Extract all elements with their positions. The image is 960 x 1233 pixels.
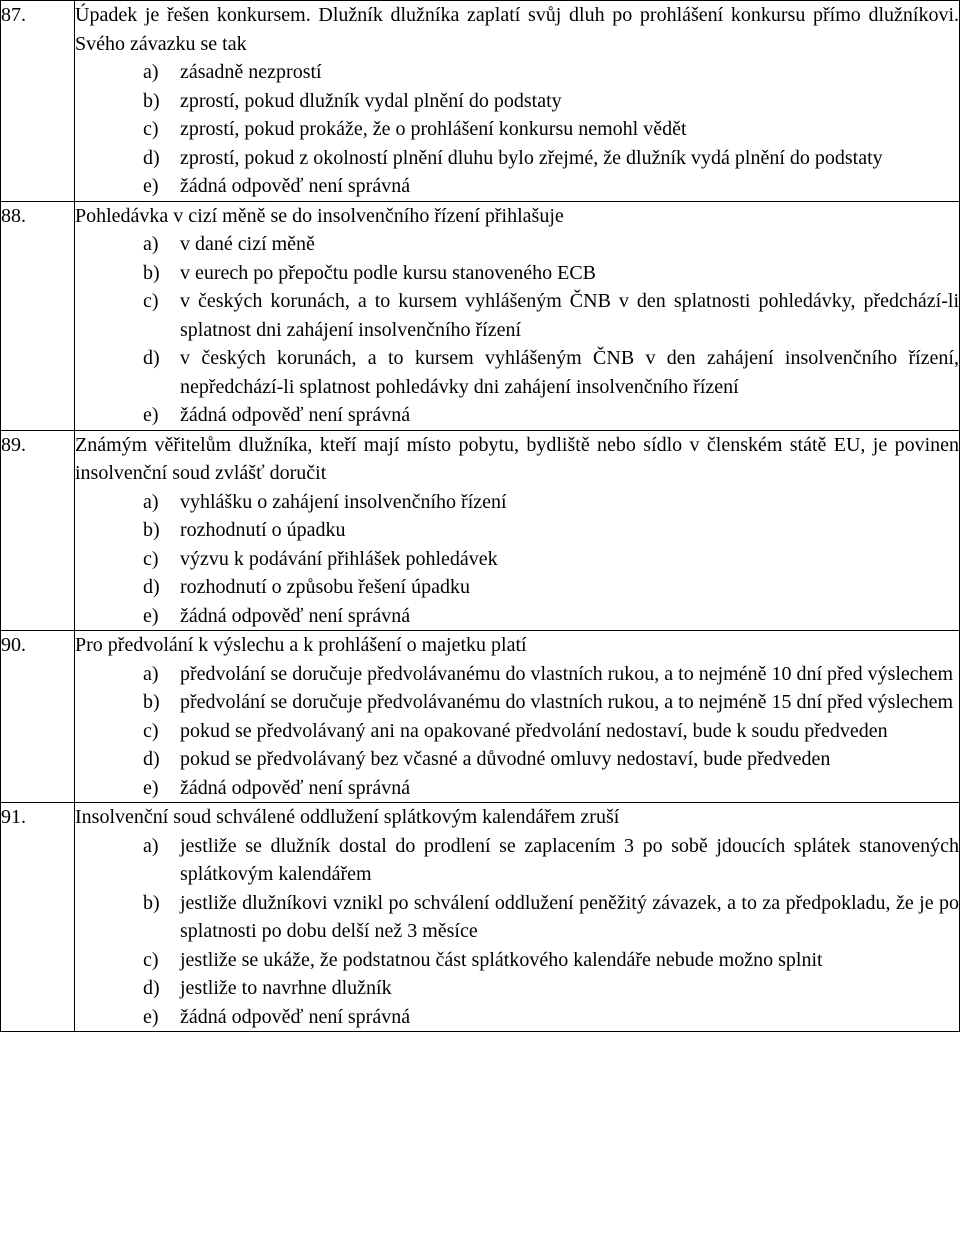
question-text: Úpadek je řešen konkursem. Dlužník dlužníka zaplatí svůj dluh po prohlášení konkursu přímo dlužníkovi. Svého závazku se tak <box>75 4 959 55</box>
answer-option <box>75 115 959 144</box>
answer-option-letter: d) <box>143 748 160 770</box>
question-text: Insolvenční soud schválené oddlužení splátkovým kalendářem zruší <box>75 806 620 828</box>
answer-option <box>75 974 959 1003</box>
answer-option-text: zásadně nezprostí <box>180 61 322 83</box>
question-body <box>75 430 960 631</box>
answer-option-text: v českých korunách, a to kursem vyhlášeným ČNB v den splatnosti pohledávky, předchází-li splatnost dni zahájení insolvenčního řízení <box>180 290 959 341</box>
question-row <box>1 201 960 430</box>
answer-option-letter: c) <box>143 290 159 312</box>
answer-option-letter: d) <box>143 146 160 169</box>
answer-option <box>75 516 959 545</box>
answer-option <box>75 58 959 87</box>
answer-options-list <box>75 488 959 631</box>
answer-option <box>75 745 959 774</box>
question-body <box>75 631 960 803</box>
question-row <box>1 631 960 803</box>
answer-option-letter: b) <box>143 691 160 713</box>
question-number: 88. <box>1 201 75 430</box>
answer-option <box>75 1003 959 1032</box>
answer-option-text: v dané cizí měně <box>180 233 315 255</box>
answer-option <box>75 172 959 201</box>
answer-option-letter: a) <box>143 233 159 255</box>
answer-option-letter: c) <box>143 547 159 570</box>
answer-option-letter: b) <box>143 519 160 541</box>
answer-option-text: v eurech po přepočtu podle kursu stanoveného ECB <box>180 261 597 284</box>
answer-option-letter: e) <box>143 776 159 799</box>
answer-option-text: pokud se předvolávaný bez včasné a důvodné omluvy nedostaví, bude předveden <box>180 748 831 770</box>
answer-option-text: předvolání se doručuje předvolávanému do vlastních rukou, a to nejméně 15 dní před výslechem <box>180 691 954 713</box>
answer-option-text: v českých korunách, a to kursem vyhlášeným ČNB v den zahájení insolvenčního řízení, nepředchází-li splatnost pohledávky dni zahájení insolvenčního řízení <box>180 347 959 398</box>
question-row <box>1 1 960 202</box>
answer-option <box>75 602 959 631</box>
answer-option-text: výzvu k podávání přihlášek pohledávek <box>180 547 498 570</box>
answer-option-letter: a) <box>143 490 159 513</box>
question-number: 91. <box>1 803 75 1032</box>
answer-option-text: zprostí, pokud dlužník vydal plnění do podstaty <box>180 89 562 112</box>
answer-option-text: žádná odpověď není správná <box>180 1005 411 1028</box>
answer-option-text: žádná odpověď není správná <box>180 175 411 197</box>
answer-option-text: předvolání se doručuje předvolávanému do vlastních rukou, a to nejméně 10 dní před výslechem <box>180 662 954 685</box>
question-row <box>1 430 960 631</box>
question-text: Pro předvolání k výslechu a k prohlášení o majetku platí <box>75 634 527 656</box>
answer-option <box>75 87 959 116</box>
answer-options-list <box>75 230 959 430</box>
answer-option-text: žádná odpověď není správná <box>180 604 411 627</box>
answer-option <box>75 946 959 975</box>
answer-option <box>75 545 959 574</box>
answer-option-letter: a) <box>143 662 159 685</box>
answer-option <box>75 287 959 344</box>
questions-table-body <box>1 1 960 1032</box>
question-row <box>1 803 960 1032</box>
answer-option-letter: d) <box>143 977 160 999</box>
answer-option <box>75 401 959 430</box>
answer-option <box>75 688 959 717</box>
answer-option <box>75 774 959 803</box>
answer-option-letter: b) <box>143 89 160 112</box>
question-number: 87. <box>1 1 75 202</box>
answer-option-text: pokud se předvolávaný ani na opakované předvolání nedostaví, bude k soudu předveden <box>180 719 888 742</box>
question-text: Pohledávka v cizí měně se do insolvenčního řízení přihlašuje <box>75 204 564 227</box>
answer-option-text: zprostí, pokud prokáže, že o prohlášení konkursu nemohl vědět <box>180 118 687 140</box>
answer-option <box>75 832 959 889</box>
answer-option <box>75 230 959 259</box>
answer-option-letter: d) <box>143 347 160 369</box>
question-text: Známým věřitelům dlužníka, kteří mají místo pobytu, bydliště nebo sídlo v členském státě EU, je povinen insolvenční soud zvlášť doručit <box>75 433 959 484</box>
answer-option-letter: a) <box>143 61 159 83</box>
answer-option-text: jestliže dlužníkovi vznikl po schválení oddlužení peněžitý závazek, a to za předpokladu, že je po splatnosti po dobu delší než 3 měsíce <box>180 891 959 942</box>
answer-options-list <box>75 58 959 201</box>
answer-option-letter: e) <box>143 604 159 627</box>
answer-option <box>75 144 959 173</box>
question-number: 89. <box>1 430 75 631</box>
answer-option-text: žádná odpověď není správná <box>180 404 411 426</box>
answer-option-letter: e) <box>143 1005 159 1028</box>
question-number: 90. <box>1 631 75 803</box>
answer-option-letter: d) <box>143 576 160 598</box>
answer-option <box>75 344 959 401</box>
answer-option <box>75 889 959 946</box>
answer-option <box>75 573 959 602</box>
answer-options-list <box>75 660 959 803</box>
answer-option-text: rozhodnutí o úpadku <box>180 519 346 541</box>
answer-option-letter: c) <box>143 118 159 140</box>
answer-option-letter: c) <box>143 719 159 742</box>
answer-option <box>75 717 959 746</box>
answer-option-text: zprostí, pokud z okolností plnění dluhu bylo zřejmé, že dlužník vydá plnění do podstaty <box>180 146 883 169</box>
answer-option-text: jestliže to navrhne dlužník <box>180 977 392 999</box>
answer-option-text: rozhodnutí o způsobu řešení úpadku <box>180 576 470 598</box>
answer-option-letter: b) <box>143 891 160 914</box>
answer-option <box>75 259 959 288</box>
question-body <box>75 201 960 430</box>
answer-option-text: žádná odpověď není správná <box>180 776 411 799</box>
question-body <box>75 803 960 1032</box>
question-body <box>75 1 960 202</box>
answer-option-letter: b) <box>143 261 160 284</box>
answer-option <box>75 660 959 689</box>
answer-options-list <box>75 832 959 1032</box>
answer-option <box>75 488 959 517</box>
answer-option-letter: e) <box>143 175 159 197</box>
answer-option-text: jestliže se dlužník dostal do prodlení se zaplacením 3 po sobě jdoucích splátek stanovených splátkovým kalendářem <box>180 834 959 885</box>
answer-option-letter: e) <box>143 404 159 426</box>
answer-option-letter: a) <box>143 834 159 857</box>
answer-option-text: jestliže se ukáže, že podstatnou část splátkového kalendáře nebude možno splnit <box>180 948 823 971</box>
answer-option-letter: c) <box>143 948 159 971</box>
answer-option-text: vyhlášku o zahájení insolvenčního řízení <box>180 490 507 513</box>
